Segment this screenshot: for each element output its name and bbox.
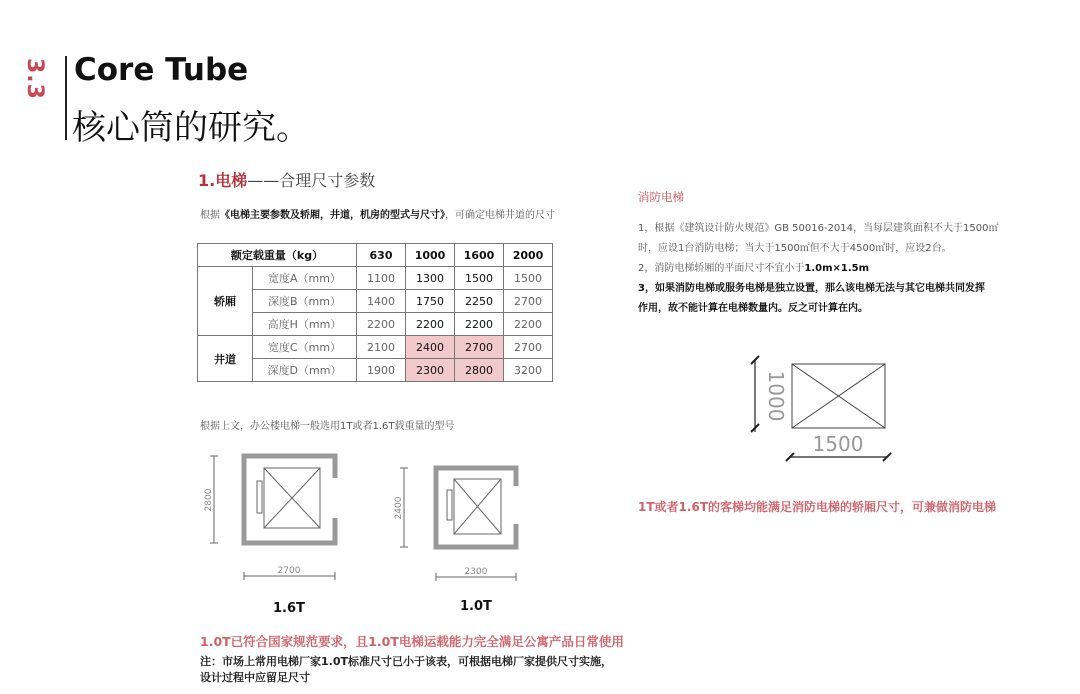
elevator-plan-1-0t: [388, 462, 528, 587]
fire-rule-prefix: 2，消防电梯轿厢的平面尺寸不宜小于: [638, 263, 805, 274]
elevator-heading-rest: ——合理尺寸参数: [247, 171, 376, 190]
elevator-heading-bold: 1.电梯: [198, 171, 248, 190]
table-cell: 1400: [357, 290, 406, 313]
elevator-heading: [198, 168, 375, 191]
fire-rule-line: 时，应设1台消防电梯；当大于1500㎡但不大于4500㎡时，应设2台。: [638, 243, 952, 254]
table-cell: 2100: [357, 336, 406, 359]
fire-rule-line: 1，根据《建筑设计防火规范》GB 50016-2014，当每层建筑面积不大于1500㎡: [638, 223, 999, 234]
fire-conclusion: 1T或者1.6T的客梯均能满足消防电梯的轿厢尺寸，可兼做消防电梯: [638, 500, 996, 514]
table-cell: 1300: [406, 267, 455, 290]
fire-rule-size: 1.0m×1.5m: [804, 263, 870, 274]
table-header-630: 630: [357, 244, 406, 267]
table-cell: 1750: [406, 290, 455, 313]
section-number: 3.3: [22, 58, 47, 100]
door-opening: [331, 478, 341, 518]
table-row: [198, 336, 553, 359]
table-cell: 2700: [504, 336, 553, 359]
row-label: 深度D（mm）: [253, 359, 357, 382]
depth-label: 2400: [394, 496, 404, 520]
group-shaft: 井道: [198, 336, 253, 382]
row-label: 宽度C（mm）: [253, 336, 357, 359]
fire-elevator-title: 消防电梯: [638, 190, 684, 204]
table-header-row: [198, 244, 553, 267]
intro-suffix: ，可确定电梯井道的尺寸: [445, 210, 555, 221]
table-cell: 2200: [406, 313, 455, 336]
elevator-spec-table: [197, 243, 553, 382]
note-line-1: 注：市场上常用电梯厂家1.0T标准尺寸已小于该表，可根据电梯厂家提供尺寸实施，: [200, 655, 612, 668]
table-cell: 2200: [504, 313, 553, 336]
intro-standard: 《电梯主要参数及轿厢，井道，机房的型式与尺寸》: [220, 210, 445, 221]
fire-elevator-diagram: [735, 355, 895, 470]
page-title-cn: 核心筒的研究。: [72, 108, 310, 148]
counterweight: [257, 481, 262, 513]
table-header-2000: 2000: [504, 244, 553, 267]
fire-rule-line: 作用，故不能计算在电梯数量内。反之可计算在内。: [638, 303, 868, 314]
elevator-intro: [200, 206, 555, 221]
table-cell: 1500: [455, 267, 504, 290]
selection-text: 根据上文，办公楼电梯一般选用1T或者1.6T载重量的型号: [200, 421, 455, 432]
intro-prefix: 根据: [200, 210, 220, 221]
table-cell: 1900: [357, 359, 406, 382]
elevator-note: [200, 654, 612, 686]
table-cell-highlight: 2400: [406, 336, 455, 359]
row-label: 宽度A（mm）: [253, 267, 357, 290]
table-cell-highlight: 2700: [455, 336, 504, 359]
plan-label-1-6t: 1.6T: [273, 601, 305, 616]
table-cell: 2200: [455, 313, 504, 336]
door-opening: [512, 486, 522, 524]
table-cell: 2200: [357, 313, 406, 336]
depth-label: 2800: [204, 488, 214, 512]
width-label: 2700: [277, 566, 301, 576]
title-divider: [65, 56, 67, 140]
fire-rule-line: 3，如果消防电梯或服务电梯是独立设置，那么该电梯无法与其它电梯共同发挥: [638, 283, 985, 294]
counterweight: [447, 490, 452, 520]
table-cell: 2250: [455, 290, 504, 313]
table-cell-highlight: 2800: [455, 359, 504, 382]
depth-label: 1000: [764, 370, 788, 422]
table-cell: 3200: [504, 359, 553, 382]
row-label: 高度H（mm）: [253, 313, 357, 336]
table-header-1000: 1000: [406, 244, 455, 267]
table-header-1600: 1600: [455, 244, 504, 267]
note-line-2: 设计过程中应留足尺寸: [200, 671, 310, 684]
fire-rule-line: [638, 259, 998, 279]
table-cell: 1100: [357, 267, 406, 290]
elevator-conclusion: 1.0T已符合国家规范要求，且1.0T电梯运载能力完全满足公寓产品日常使用: [200, 634, 624, 649]
fire-elevator-rules: [638, 219, 998, 319]
table-header-load: 额定载重量（kg）: [198, 244, 357, 267]
table-cell: 1500: [504, 267, 553, 290]
table-row: [198, 267, 553, 290]
table-cell-highlight: 2300: [406, 359, 455, 382]
elevator-plan-1-6t: [198, 448, 348, 588]
width-label: 2300: [464, 567, 488, 577]
shaft-wall: [244, 456, 335, 543]
width-label: 1500: [812, 432, 864, 456]
table-cell: 2700: [504, 290, 553, 313]
row-label: 深度B（mm）: [253, 290, 357, 313]
group-car: 轿厢: [198, 267, 253, 336]
plan-label-1-0t: 1.0T: [460, 599, 492, 614]
page-title-en: Core Tube: [74, 52, 249, 88]
